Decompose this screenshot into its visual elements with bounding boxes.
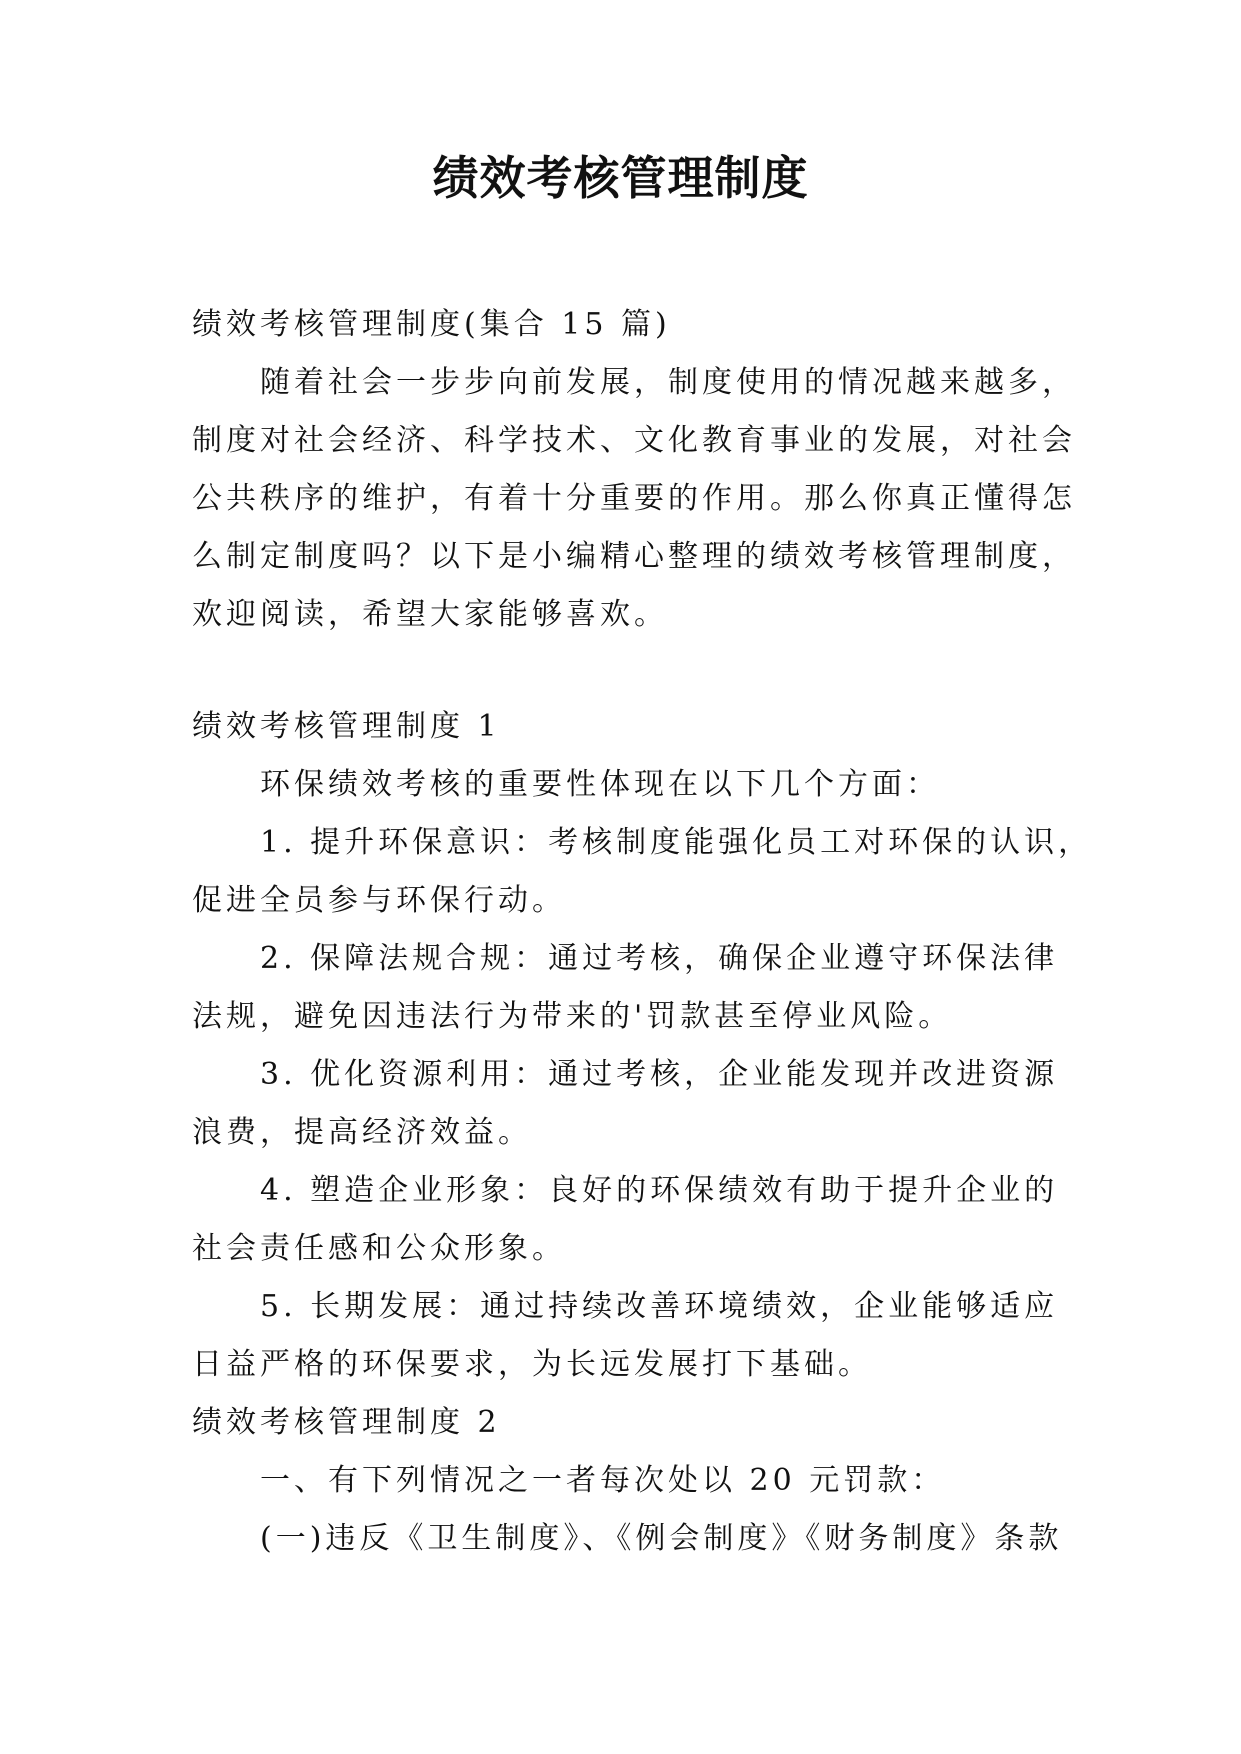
section-heading: 绩效考核管理制度 2 [192,1405,501,1440]
text-line: 环保绩效考核的重要性体现在以下几个方面： [192,767,940,802]
text-line: 绩效考核管理制度(集合 15 篇) [192,307,671,342]
text-line: 公共秩序的维护，有着十分重要的作用。那么你真正懂得怎 [192,481,1076,516]
subtitle-block [192,296,1072,354]
section-heading: 绩效考核管理制度 1 [192,709,501,744]
text-line: 促进全员参与环保行动。 [192,883,566,918]
text-line: 1. 提升环保意识：考核制度能强化员工对环保的认识， [192,825,1093,860]
text-line: 法规，避免因违法行为带来的'罚款甚至停业风险。 [192,999,953,1034]
document-title: 绩效考核管理制度 [432,151,809,205]
text-line: 么制定制度吗？以下是小编精心整理的绩效考核管理制度， [192,539,1076,574]
text-line: 4. 塑造企业形象：良好的环保绩效有助于提升企业的 [192,1173,1059,1208]
text-line: 日益严格的环保要求，为长远发展打下基础。 [192,1347,872,1382]
text-line: 制度对社会经济、科学技术、文化教育事业的发展，对社会 [192,423,1076,458]
body-section [192,698,1093,1568]
intro-paragraph [192,354,1076,644]
text-line: (一)违反《卫生制度》、《例会制度》《财务制度》条款 [192,1521,1063,1556]
text-line: 浪费，提高经济效益。 [192,1115,532,1150]
text-line: 5. 长期发展：通过持续改善环境绩效，企业能够适应 [192,1289,1059,1324]
text-line: 社会责任感和公众形象。 [192,1231,566,1266]
text-line: 随着社会一步步向前发展，制度使用的情况越来越多， [192,365,1076,400]
text-line: 3. 优化资源利用：通过考核，企业能发现并改进资源 [192,1057,1059,1092]
text-line: 欢迎阅读，希望大家能够喜欢。 [192,597,668,632]
text-line: 一、有下列情况之一者每次处以 20 元罚款： [192,1463,946,1498]
text-line: 2. 保障法规合规：通过考核，确保企业遵守环保法律 [192,941,1059,976]
